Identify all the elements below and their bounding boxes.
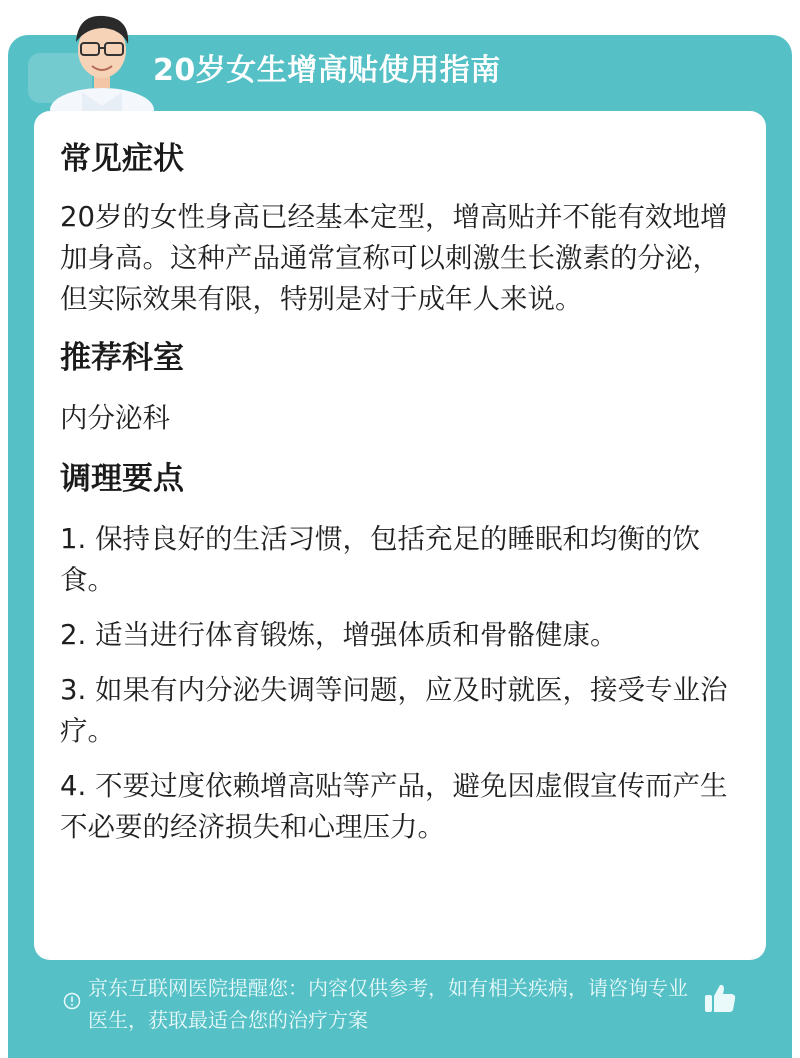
department-text: 内分泌科 (60, 402, 170, 434)
tips-list (60, 519, 740, 848)
symptoms-text: 20岁的女性身高已经基本定型，增高贴并不能有效地增加身高。这种产品通常宣称可以刺激生长激素的分泌，但实际效果有限，特别是对于成年人来说。 (60, 201, 728, 315)
info-icon (63, 992, 81, 1010)
guide-card (34, 111, 766, 960)
thumbs-up-icon[interactable] (702, 980, 738, 1016)
tip-item: 3. 如果有内分泌失调等问题，应及时就医，接受专业治疗。 (60, 674, 728, 747)
symptoms-heading: 常见症状 (60, 141, 184, 177)
tip-item: 2. 适当进行体育锻炼，增强体质和骨骼健康。 (60, 619, 618, 651)
department-heading: 推荐科室 (60, 340, 184, 376)
tip-item: 1. 保持良好的生活习惯，包括充足的睡眠和均衡的饮食。 (60, 523, 700, 596)
page-title: 20岁女生增高贴使用指南 (153, 53, 501, 88)
disclaimer-text: 京东互联网医院提醒您：内容仅供参考，如有相关疾病，请咨询专业医生，获取最适合您的治疗方案 (88, 976, 688, 1032)
tips-heading: 调理要点 (60, 461, 184, 497)
doctor-avatar-icon (42, 6, 162, 114)
tip-item: 4. 不要过度依赖增高贴等产品，避免因虚假宣传而产生不必要的经济损失和心理压力。 (60, 770, 728, 843)
